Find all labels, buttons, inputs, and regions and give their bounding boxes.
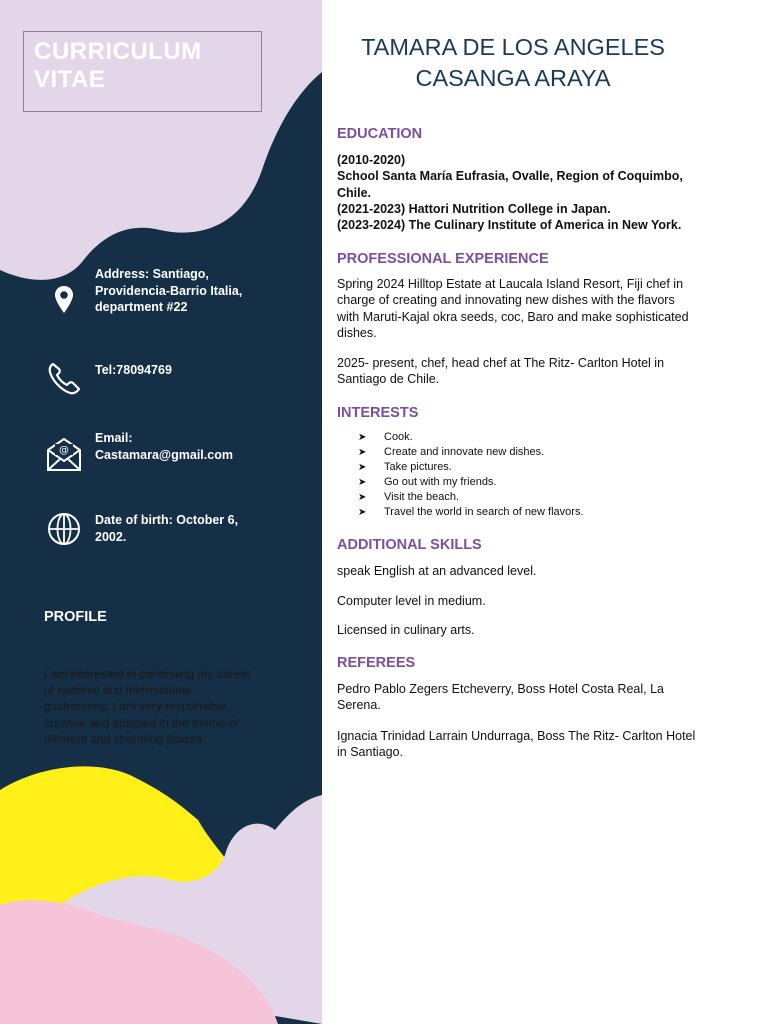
address-line2: Providencia-Barrio Italia, — [95, 283, 243, 298]
education-item: School Santa María Eufrasia, Ovalle, Region of Coquimbo, — [337, 169, 683, 184]
list-item — [358, 445, 584, 460]
education-item: (2010-2020) — [337, 153, 406, 167]
education-heading: EDUCATION — [337, 126, 423, 142]
list-item — [358, 505, 584, 520]
name-line1: TAMARA DE LOS ANGELES — [361, 34, 665, 60]
profile-text: I am interested in continuing my career of national and international gastronomy, I am very responsible, creative and adapted in the theme of different and charming flavors. — [44, 667, 251, 746]
arrow-bullet-icon: ➤ — [358, 432, 367, 443]
email-value[interactable]: Castamara@gmail.com — [95, 447, 233, 462]
referee-item: Ignacia Trinidad Larrain Undurraga, Boss The Ritz- Carlton Hotel in Santiago. — [337, 729, 696, 760]
referees-heading: REFEREES — [337, 655, 416, 671]
skills-heading: ADDITIONAL SKILLS — [337, 537, 482, 553]
cv-title-box — [23, 31, 262, 112]
sidebar — [0, 0, 322, 1024]
interest-text: Visit the beach. — [384, 491, 460, 503]
location-pin-icon — [44, 280, 84, 320]
referee-item: Pedro Pablo Zegers Etcheverry, Boss Hotel Costa Real, La Serena. — [337, 682, 665, 713]
education-list — [337, 152, 697, 233]
main-content — [322, 0, 768, 1024]
interests-list — [358, 430, 584, 520]
arrow-bullet-icon: ➤ — [358, 507, 367, 518]
address-line1: Address: Santiago, — [95, 267, 209, 281]
dob-line1: Date of birth: October 6, — [95, 513, 239, 527]
arrow-bullet-icon: ➤ — [358, 477, 367, 488]
interest-text: Cook. — [384, 431, 413, 443]
interest-text: Go out with my friends. — [384, 476, 497, 488]
experience-heading: PROFESSIONAL EXPERIENCE — [337, 251, 549, 267]
globe-icon — [44, 509, 84, 549]
list-item — [358, 490, 584, 505]
skill-item: Computer level in medium. — [337, 594, 486, 608]
education-item: (2021-2023) Hattori Nutrition College in Japan. — [337, 201, 611, 216]
skill-item: speak English at an advanced level. — [337, 564, 537, 578]
education-item: (2023-2024) The Culinary Institute of America in New York. — [337, 218, 682, 233]
phone-icon — [44, 358, 84, 398]
experience-item: 2025- present, chef, head chef at The Ritz- Carlton Hotel in Santiago de Chile. — [337, 356, 665, 387]
experience-item: Spring 2024 Hilltop Estate at Laucala Island Resort, Fiji chef in charge of creating and innovating new dishes with the flavors with Maruti-Kajal okra seeds, coc, Baro and make sophisticated dishes. — [337, 277, 689, 340]
cv-title — [34, 38, 202, 94]
interest-text: Create and innovate new dishes. — [384, 446, 545, 458]
candidate-name — [322, 32, 704, 94]
list-item — [358, 460, 584, 475]
dob-line2: 2002. — [95, 529, 127, 544]
list-item — [358, 475, 584, 490]
interest-text: Take pictures. — [384, 461, 452, 473]
email-label: Email: — [95, 431, 133, 445]
name-line2: CASANGA ARAYA — [415, 65, 611, 91]
cv-title-line1: CURRICULUM — [34, 38, 202, 65]
svg-text:@: @ — [59, 445, 69, 456]
arrow-bullet-icon: ➤ — [358, 492, 367, 503]
phone-text: Tel:78094769 — [95, 363, 172, 377]
cv-title-line2: VITAE — [34, 66, 106, 93]
interest-text: Travel the world in search of new flavors. — [384, 506, 584, 518]
email-icon — [44, 434, 84, 474]
arrow-bullet-icon: ➤ — [358, 462, 367, 473]
arrow-bullet-icon: ➤ — [358, 447, 367, 458]
education-item: Chile. — [337, 185, 372, 200]
skill-item: Licensed in culinary arts. — [337, 623, 475, 637]
interests-heading: INTERESTS — [337, 405, 419, 421]
list-item — [358, 430, 584, 445]
profile-heading: PROFILE — [44, 609, 107, 625]
address-line3: department #22 — [95, 300, 188, 314]
